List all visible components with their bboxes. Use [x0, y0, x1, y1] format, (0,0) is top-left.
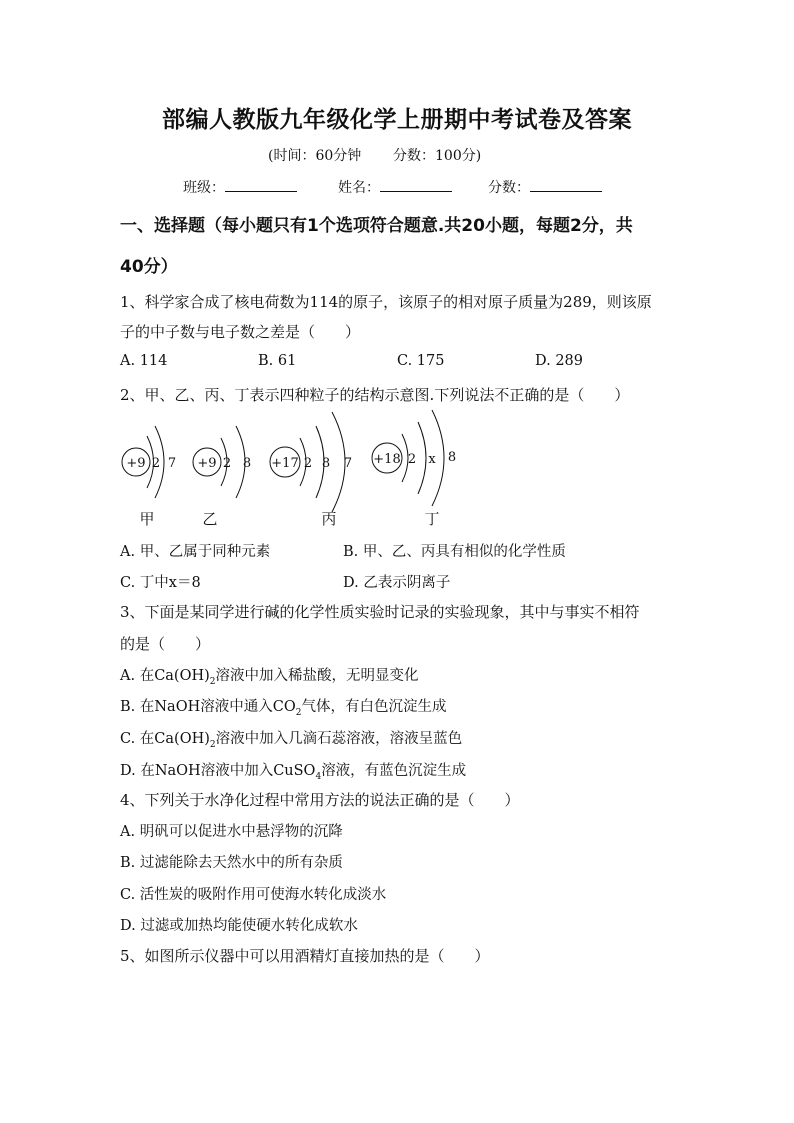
shell-jia-2: 7 [167, 456, 177, 471]
label-yi: 乙 [202, 510, 218, 528]
q1-option-b[interactable]: B. 61 [258, 353, 297, 369]
name-label: 姓名： [338, 180, 380, 196]
q2-option-b[interactable]: B. 甲、乙、丙具有相似的化学性质 [343, 544, 566, 560]
shell-bing-1: 2 [303, 456, 313, 471]
q1-option-a[interactable]: A. 114 [120, 353, 168, 369]
exam-time: (时间：60分钟 [268, 148, 362, 164]
q3-option-c[interactable]: C. 在$Ca(OH)_2$溶液中加入几滴石蕊溶液，溶液呈蓝色 [120, 731, 463, 750]
q4-stem: 4、下列关于水净化过程中常用方法的说法正确的是（ ） [120, 791, 520, 809]
class-field[interactable] [183, 177, 297, 197]
shell-jia-1: 2 [151, 456, 161, 471]
q3-stem-line2: 的是（ ） [120, 635, 211, 653]
name-blank[interactable] [380, 177, 452, 192]
q1-stem-line1: 1、科学家合成了核电荷数为114的原子，该原子的相对原子质量为289，则该原 [120, 293, 652, 311]
section-heading-line1: 一、选择题（每小题只有1个选项符合题意.共20小题，每题2分，共 [120, 216, 633, 236]
q2-stem: 2、甲、乙、丙、丁表示四种粒子的结构示意图.下列说法不正确的是（ ） [120, 386, 630, 404]
q1-option-c[interactable]: C. 175 [397, 353, 445, 369]
label-ding: 丁 [424, 510, 440, 528]
atomic-structure-diagram [110, 408, 480, 533]
q2-option-c[interactable]: C. 丁中x＝8 [120, 575, 201, 591]
q3-stem-line1: 3、下面是某同学进行碱的化学性质实验时记录的实验现象，其中与事实不相符 [120, 603, 640, 621]
score-label: 分数： [488, 180, 530, 196]
q1-stem-line2: 子的中子数与电子数之差是（ ） [120, 323, 361, 341]
shell-ding-2: x [428, 452, 436, 467]
q4-option-c[interactable]: C. 活性炭的吸附作用可使海水转化成淡水 [120, 887, 387, 903]
shell-bing-3: 7 [343, 456, 353, 471]
class-label: 班级： [183, 180, 225, 196]
nucleus-jia: +9 [126, 456, 146, 471]
q1-option-d[interactable]: D. 289 [535, 353, 584, 369]
q3-option-d[interactable]: D. 在NaOH溶液中加入CuSO$_4$溶液，有蓝色沉淀生成 [120, 763, 467, 782]
q3-option-b[interactable]: B. 在NaOH溶液中通入$CO_2$气体，有白色沉淀生成 [120, 699, 447, 718]
score-blank[interactable] [530, 177, 602, 192]
label-bing: 丙 [321, 510, 337, 528]
shell-yi-1: 2 [222, 456, 232, 471]
label-jia: 甲 [139, 510, 155, 528]
q2-option-d[interactable]: D. 乙表示阴离子 [343, 575, 451, 591]
name-field[interactable] [338, 177, 452, 197]
nucleus-ding: +18 [373, 452, 401, 467]
q4-option-b[interactable]: B. 过滤能除去天然水中的所有杂质 [120, 855, 343, 871]
nucleus-bing: +17 [271, 456, 299, 471]
q4-option-a[interactable]: A. 明矾可以促进水中悬浮物的沉降 [120, 824, 343, 840]
class-blank[interactable] [225, 177, 297, 192]
q4-option-d[interactable]: D. 过滤或加热均能使硬水转化成软水 [120, 918, 358, 934]
nucleus-yi: +9 [197, 456, 217, 471]
shell-ding-3: 8 [447, 450, 457, 465]
shell-ding-1: 2 [407, 452, 417, 467]
shell-bing-2: 8 [321, 456, 331, 471]
page-title: 部编人教版九年级化学上册期中考试卷及答案 [162, 107, 632, 133]
q2-option-a[interactable]: A. 甲、乙属于同种元素 [120, 544, 271, 560]
q5-stem: 5、如图所示仪器中可以用酒精灯直接加热的是（ ） [120, 947, 490, 965]
exam-score: 分数：100分) [393, 148, 482, 164]
q3-option-a[interactable]: A. 在$Ca(OH)_2$溶液中加入稀盐酸，无明显变化 [120, 668, 419, 687]
shell-yi-2: 8 [242, 456, 252, 471]
score-field[interactable] [488, 177, 602, 197]
section-heading-line2: 40分） [120, 257, 178, 277]
